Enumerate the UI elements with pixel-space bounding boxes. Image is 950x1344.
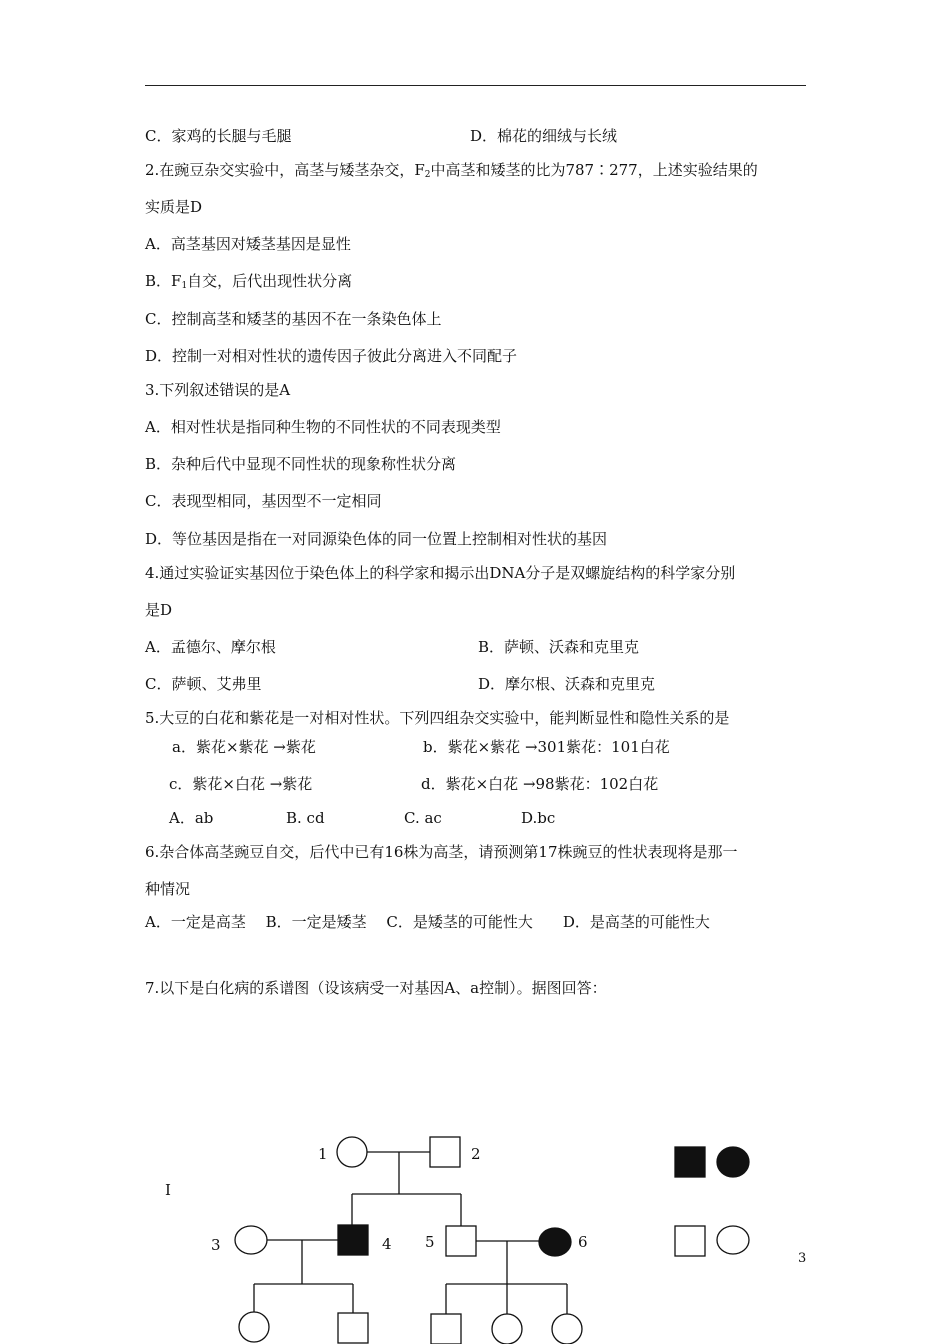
legend-affected-female [717,1147,749,1177]
legend-normal-male [675,1226,705,1256]
offspring-right-female-2 [552,1314,582,1344]
generation-label: I [165,1181,171,1199]
q1-option-c: C．家鸡的长腿与毛腿 [145,127,292,145]
label-5: 5 [425,1233,435,1251]
label-3: 3 [211,1236,221,1254]
q1-option-d: D．棉花的细绒与长绒 [470,127,618,145]
q4-option-b: B．萨顿、沃森和克里克 [478,638,640,656]
q5-cross-d: d．紫花×白花 →98紫花：102白花 [421,775,659,793]
q2-option-c: C．控制高茎和矮茎的基因不在一条染色体上 [145,310,442,328]
q6-options: A．一定是高茎 B．一定是矮茎 C．是矮茎的可能性大 D．是高茎的可能性大 [145,913,710,931]
legend-normal-female [717,1226,749,1254]
q6-stem-line1: 6.杂合体高茎豌豆自交，后代中已有16株为高茎，请预测第17株豌豆的性状表现将是那一 [145,843,738,861]
q3-option-b: B．杂种后代中显现不同性状的现象称性状分离 [145,455,457,473]
q4-stem-line1: 4.通过实验证实基因位于染色体上的科学家和揭示出DNA分子是双螺旋结构的科学家分别 [145,564,736,582]
q2-option-d: D．控制一对相对性状的遗传因子彼此分离进入不同配子 [145,347,518,365]
q2-stem-line1: 2.在豌豆杂交实验中，高茎与矮茎杂交，$F_2$中高茎和矮茎的比为787∶277，上述实验结果的 [145,161,758,180]
offspring-left-female [239,1312,269,1342]
q5-cross-c: c．紫花×白花 →紫花 [169,775,313,793]
q3-option-c: C．表现型相同，基因型不一定相同 [145,492,382,510]
offspring-right-male [431,1314,461,1344]
individual-4-affected-male [338,1225,368,1255]
label-1: 1 [318,1145,328,1163]
q5-option-c: C. ac [404,809,442,827]
individual-6-affected-female [539,1228,571,1256]
label-6: 6 [578,1233,588,1251]
q5-option-b: B. cd [286,809,325,827]
label-2: 2 [471,1145,481,1163]
q2-option-a: A．高茎基因对矮茎基因是显性 [145,235,351,253]
q7-stem: 7.以下是白化病的系谱图（设该病受一对基因A、a控制）。据图回答： [145,979,607,997]
q4-option-d: D．摩尔根、沃森和克里克 [478,675,656,693]
individual-3-female [235,1226,267,1254]
q3-option-a: A．相对性状是指同种生物的不同性状的不同表现类型 [145,418,501,436]
legend-affected-male [675,1147,705,1177]
label-4: 4 [382,1235,392,1253]
q4-stem-line2: 是D [145,601,173,619]
page-number: 3 [798,1251,807,1266]
q2-stem-line2: 实质是D [145,198,203,216]
q5-cross-a: a．紫花×紫花 →紫花 [172,738,316,756]
q3-stem: 3.下列叙述错误的是A [145,381,291,399]
q5-option-d: D.bc [521,809,556,827]
q5-option-a: A．ab [169,809,214,827]
individual-1-female [337,1137,367,1167]
individual-5-male [446,1226,476,1256]
q4-option-c: C．萨顿、艾弗里 [145,675,262,693]
offspring-left-male [338,1313,368,1343]
q5-stem: 5.大豆的白花和紫花是一对相对性状。下列四组杂交实验中，能判断显性和隐性关系的是 [145,709,730,727]
q5-cross-b: b．紫花×紫花 →301紫花：101白花 [423,738,670,756]
offspring-right-female-1 [492,1314,522,1344]
q6-stem-line2: 种情况 [145,880,191,898]
q4-option-a: A．孟德尔、摩尔根 [145,638,276,656]
q2-option-b: B．$F_1$自交，后代出现性状分离 [145,272,353,291]
q3-option-d: D．等位基因是指在一对同源染色体的同一位置上控制相对性状的基因 [145,530,608,548]
individual-2-male [430,1137,460,1167]
